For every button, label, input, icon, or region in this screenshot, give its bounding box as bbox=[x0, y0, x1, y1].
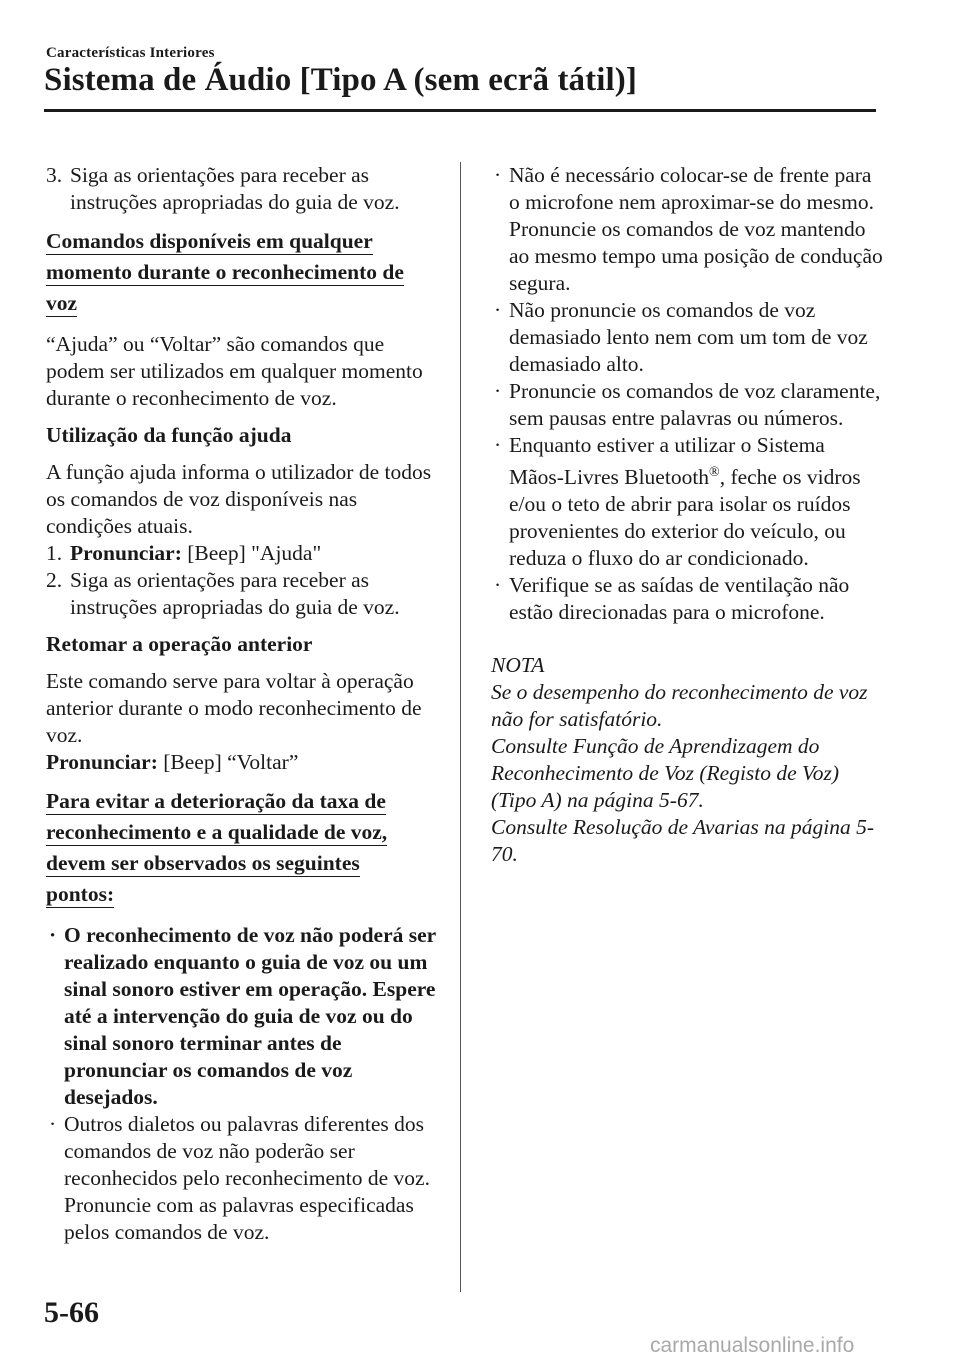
heading-avoid-deterioration: Para evitar a deterioração da taxa de reconhecimento e a qualidade de voz, devem ser observados os seguintes pontos: bbox=[46, 789, 388, 906]
note-title: NOTA bbox=[491, 653, 545, 678]
pronounce-text: [Beep] “Voltar” bbox=[157, 750, 299, 774]
bullet-item bbox=[491, 162, 883, 297]
step-3 bbox=[46, 162, 438, 216]
step-text: Siga as orientações para receber as bbox=[70, 163, 370, 187]
bullet-item bbox=[491, 297, 883, 378]
note-block bbox=[491, 652, 883, 868]
watermark: carmanualsonline.info bbox=[650, 1334, 855, 1357]
step-1 bbox=[46, 540, 438, 567]
bullet-dot: · bbox=[494, 573, 502, 598]
pronounce-line bbox=[46, 749, 438, 776]
note-text: Se o desempenho do reconhecimento de voz não for satisfatório. bbox=[491, 680, 868, 732]
left-column bbox=[46, 162, 438, 1246]
bullet-item bbox=[491, 378, 883, 432]
bullet-dot: · bbox=[494, 298, 502, 322]
paragraph: “Ajuda” ou “Voltar” são comandos que podem ser utilizados em qualquer momento durante o reconhecimento de voz. bbox=[46, 332, 423, 410]
bullet-text: Pronuncie os comandos de voz claramente, sem pausas entre palavras ou números. bbox=[509, 379, 881, 430]
step-2 bbox=[46, 567, 438, 621]
bullet-item bbox=[46, 922, 438, 1111]
bullet-text: Enquanto estiver a utilizar o Sistema Mãos-Livres Bluetooth bbox=[509, 433, 825, 490]
heading-help-function: Utilização da função ajuda bbox=[46, 423, 292, 447]
heading-available-commands: Comandos disponíveis em qualquer momento durante o reconhecimento de voz bbox=[46, 229, 404, 315]
bullet-item bbox=[491, 432, 883, 572]
note-text: Consulte Função de Aprendizagem do Reconhecimento de Voz (Registo de Voz) (Tipo A) na página 5-67. bbox=[491, 734, 840, 813]
bullet-item bbox=[491, 572, 883, 626]
page-number: 5-66 bbox=[44, 1296, 99, 1329]
note-text: Consulte Resolução de Avarias na página 5-70. bbox=[491, 815, 874, 867]
column-divider bbox=[460, 162, 461, 1292]
pronounce-text: [Beep] "Ajuda" bbox=[181, 541, 322, 565]
bullet-dot: · bbox=[49, 923, 57, 947]
header-rule bbox=[44, 109, 876, 112]
paragraph: A função ajuda informa o utilizador de todos os comandos de voz disponíveis nas condições atuais. bbox=[46, 460, 432, 538]
bullet-dot: · bbox=[494, 433, 502, 457]
step-number: 3. bbox=[46, 163, 63, 187]
bullet-text: Não pronuncie os comandos de voz demasiado lento nem com um tom de voz demasiado alto. bbox=[509, 298, 868, 376]
step-number: 1. bbox=[46, 541, 63, 565]
step-text: Siga as orientações para receber as bbox=[70, 568, 370, 592]
section-label: Características Interiores bbox=[46, 45, 215, 61]
step-number: 2. bbox=[46, 568, 63, 592]
bullet-item bbox=[46, 1111, 438, 1246]
step-text: instruções apropriadas do guia de voz. bbox=[70, 190, 400, 214]
pronounce-label: Pronunciar: bbox=[46, 750, 158, 774]
bullet-dot: · bbox=[494, 379, 502, 403]
heading-resume-previous: Retomar a operação anterior bbox=[46, 632, 313, 656]
bullet-text: , feche os vidros e/ou o teto de abrir para isolar os ruídos provenientes do exterior do veículo, ou reduza o fluxo do ar condicionado. bbox=[509, 465, 861, 571]
pronounce-label: Pronunciar: bbox=[70, 541, 182, 565]
bullet-text: O reconhecimento de voz não poderá ser realizado enquanto o guia de voz ou um sinal sonoro estiver em operação. Espere até a intervenção do guia de voz ou do sinal sonoro terminar antes de pronunciar os comandos de voz desejados. bbox=[64, 923, 436, 1109]
bullet-text: Não é necessário colocar-se de frente para o microfone nem aproximar-se do mesmo. Pronuncie os comandos de voz mantendo ao mesmo tempo uma posição de condução segura. bbox=[509, 163, 883, 295]
right-column bbox=[491, 162, 883, 868]
bullet-text: Outros dialetos ou palavras diferentes dos comandos de voz não poderão ser reconhecidos pelo reconhecimento de voz. Pronuncie com as palavras especificadas pelos comandos de voz. bbox=[64, 1112, 430, 1244]
bullet-dot: · bbox=[494, 163, 502, 187]
registered-mark: ® bbox=[709, 465, 720, 480]
step-text: instruções apropriadas do guia de voz. bbox=[70, 595, 400, 619]
paragraph: Este comando serve para voltar à operação anterior durante o modo reconhecimento de voz. bbox=[46, 669, 422, 747]
page-title: Sistema de Áudio [Tipo A (sem ecrã tátil)] bbox=[44, 62, 637, 98]
bullet-text: Verifique se as saídas de ventilação não estão direcionadas para o microfone. bbox=[509, 573, 850, 625]
bullet-dot: · bbox=[49, 1112, 57, 1136]
